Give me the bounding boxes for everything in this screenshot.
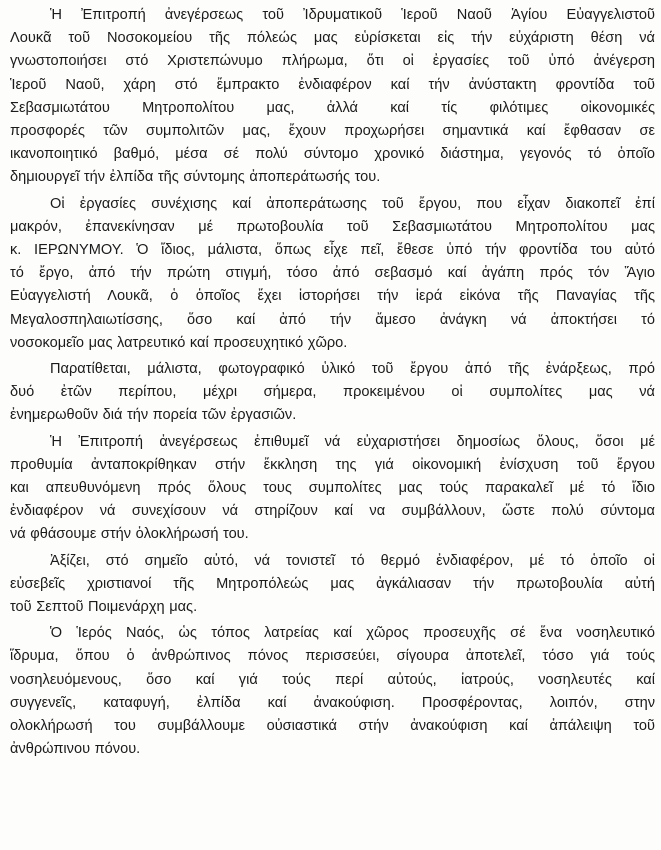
paragraph-3 [10,358,655,428]
text-line: μακρόν, ἐπανεκίνησαν μέ πρωτοβουλία τοῦ Σεβασμιωτάτου Μητροπολίτου μας [10,218,655,235]
text-line: Εὐαγγελιστή Λουκᾶ, ὁ ὁποῖος ἔχει ἱστορήσει τήν ἱερά εἰκόνα τῆς Παναγίας τῆς [10,288,655,305]
text-line: γνωστοποιήσει στό Χριστεπώνυμο πλήρωμα, ὅτι οἱ ἐργασίες τοῦ ὑπό ἀνέγερση [10,53,655,70]
text-line: νοσηλευόμενους, ὅσο καί γιά τούς περί αὐτούς, ἰατρούς, νοσηλευτές καί [10,671,655,688]
text-line: Ἱεροῦ Ναοῦ, χάρη στό ἔμπρακτο ἐνδιαφέρον καί τήν ἀνύστακτη φροντίδα τοῦ [10,76,655,93]
text-line: Λουκᾶ τοῦ Νοσοκομείου τῆς πόλεώς μας εὑρίσκεται εἰς τήν εὐχάριστη θέση νά [10,30,655,47]
text-line: Οἱ ἐργασίες συνέχισης καί ἀποπεράτωσης τοῦ ἔργου, που εἶχαν διακοπεῖ ἐπί [50,195,655,212]
text-line: ικανοποιητικό βαθμό, μέσα σέ πολύ σύντομο χρονικό διάστημα, γεγονός τό ὁποῖο [10,146,655,163]
text-line: προσφορές τῶν συμπολιτῶν μας, ἔχουν προχωρήσει σημαντικά καί ἔφθασαν σε [10,123,655,140]
text-line: Μεγαλοσπηλαιωτίσσης, ὅσο καί ἀπό τήν ἄμεσο ἀνάγκη νά ἀποκτήσει τό [10,311,655,328]
document-body [10,4,655,765]
paragraph-6 [10,622,655,761]
text-line: δημιουργεῖ τήν ἐλπίδα τῆς σύντομης ἀποπεράτωσής του. [10,169,381,186]
text-line: Σεβασμιωτάτου Μητροπολίτου μας, ἀλλά καί τίς φιλότιμες οἰκονομικές [10,99,655,116]
text-line: συγγενεῖς, καταφυγή, ἐλπίδα καί ἀνακούφιση. Προσφέροντας, λοιπόν, στην [10,694,655,711]
text-line: ἀνθρώπινου πόνου. [10,741,141,758]
text-line: νοσοκομεῖο μας λατρευτικό καί προσευχητικό χῶρο. [10,334,348,351]
paragraph-4 [10,431,655,547]
paragraph-1 [10,4,655,190]
text-line: νά φθάσουμε στήν ὁλοκλήρωσή του. [10,526,249,543]
text-line: εὐσεβεῖς χριστιανοί τῆς Μητροπόλεώς μας ἀγκάλιασαν τήν πρωτοβουλία αὐτή [10,575,655,592]
text-line: ολοκλήρωσή του συμβάλλουμε οὐσιαστικά στήν ἀνακούφιση καί ἀπάλειψη τοῦ [10,718,655,735]
text-line: τοῦ Σεπτοῦ Ποιμενάρχη μας. [10,599,198,616]
text-line: Ἡ Ἐπιτροπή ἀνεγέρσεως ἐπιθυμεῖ νά εὐχαριστήσει δημοσίως ὅλους, ὅσοι μέ [50,433,655,450]
text-line: Ἀξίζει, στό σημεῖο αὐτό, νά τονιστεῖ τό θερμό ἐνδιαφέρον, μέ τό ὁποῖο οἱ [50,552,655,569]
text-line: Ὁ Ἱερός Ναός, ὡς τόπος λατρείας καί χῶρος προσευχῆς σέ ἕνα νοσηλευτικό [50,625,655,642]
paragraph-5 [10,550,655,620]
text-line: κ. ΙΕΡΩΝΥΜΟΥ. Ὁ ἴδιος, μάλιστα, ὅπως εἶχε πεῖ, ἔθεσε ὑπό τήν φροντίδα του αὐτό [10,242,655,259]
text-line: τό ἔργο, ἀπό τήν πρώτη στιγμή, τόσο ἀπό σεβασμό καί ἀγάπη πρός τόν Ἅγιο [10,265,655,282]
text-line: ἐνδιαφέρον νά συνεχίσουν νά στηρίζουν καί να συμβάλλουν, ὥστε πολύ σύντομα [10,503,655,520]
text-line: προθυμία ἀνταποκρίθηκαν στήν ἔκκληση της γιά οἰκονομική ἐνίσχυση τοῦ ἔργου [10,456,655,473]
text-line: δυό ἐτῶν περίπου, μέχρι σήμερα, προκειμένου οἱ συμπολίτες μας νά [10,384,655,401]
text-line: Ἡ Ἐπιτροπή ἀνεγέρσεως τοῦ Ἰδρυματικοῦ Ἱεροῦ Ναοῦ Ἁγίου Εὐαγγελιστοῦ [50,7,655,23]
text-line: Παρατίθεται, μάλιστα, φωτογραφικό ὑλικό τοῦ ἔργου ἀπό τῆς ἐνάρξεως, πρό [50,361,655,378]
text-line: και απευθυνόμενη πρός ὅλους τους συμπολίτες μας τούς παρακαλεῖ μέ τό ἴδιο [10,480,655,497]
paragraph-2 [10,193,655,355]
text-line: ἵδρυμα, ὅπου ὁ ἀνθρώπινος πόνος περισσεύει, σίγουρα ἀποτελεῖ, τόσο γιά τούς [10,648,655,665]
text-line: ἐνημερωθοῦν διά τήν πορεία τῶν ἐργασιῶν. [10,407,297,424]
